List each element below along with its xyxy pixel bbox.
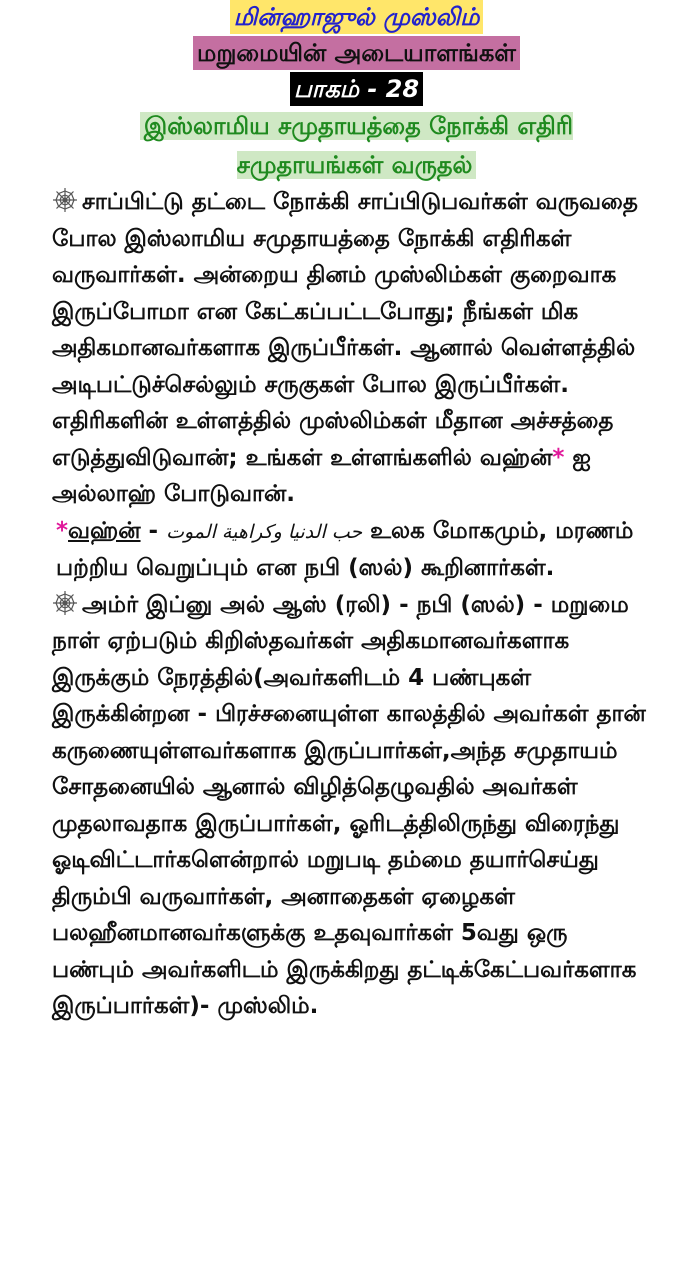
- paragraph-1-tail: ஐ அல்லாஹ் போடுவான்.: [52, 444, 591, 507]
- subtitle-row: [56, 36, 657, 72]
- spider-web-icon: [52, 590, 78, 616]
- topic-row: [56, 108, 657, 180]
- arabic-phrase: حب الدنيا وكراهية الموت: [166, 520, 363, 543]
- document-title: மின்ஹாஜுல் முஸ்லிம்: [230, 0, 484, 34]
- spider-web-icon: [52, 187, 78, 213]
- topic-heading: இஸ்லாமிய சமுதாயத்தை நோக்கி எதிரி சமுதாயங்கள் வருதல்: [140, 112, 573, 179]
- document-subtitle: மறுமையின் அடையாளங்கள்: [193, 36, 520, 70]
- title-row: [56, 0, 657, 36]
- footnote-text: உலக மோகமும், மரணம் பற்றிய வெறுப்பும் என நபி (ஸல்) கூறினார்கள்.: [56, 517, 634, 581]
- document-body: [52, 184, 657, 1025]
- paragraph-2-text: அம்ர் இப்னு அல் ஆஸ் (ரலி) - நபி (ஸல்) - மறுமை நாள் ஏற்படும் கிறிஸ்தவர்கள் அதிகமானவர்களாக இருக்கும் நேரத்தில்(அவர்களிடம் 4 பண்புகள் இருக்கின்றன - பிரச்சனையுள்ள காலத்தில் அவர்கள் தான் கருணையுள்ளவர்களாக இருப்பார்கள்,அந்த சமுதாயம் சோதனையில் ஆனால் விழித்தெழுவதில் அவர்கள் முதலாவதாக இருப்பார்கள், ஓரிடத்திலிருந்து விரைந்து ஓடிவிட்டார்களென்றால் மறுபடி தம்மை தயார்செய்து திரும்பி வருவார்கள், அனாதைகள் ஏழைகள் பலஹீனமானவர்களுக்கு உதவுவார்கள் 5வது ஒரு பண்பும் அவர்களிடம் இருக்கிறது தட்டிக்கேட்பவர்களாக இருப்பார்கள்)- முஸ்லிம்.: [52, 591, 646, 1019]
- part-label: பாகம் - 28: [290, 72, 423, 106]
- paragraph-1: [52, 184, 657, 513]
- footnote: [56, 513, 657, 587]
- paragraph-1-text: சாப்பிட்டு தட்டை நோக்கி சாப்பிடுபவர்கள் வருவதை போல இஸ்லாமிய சமுதாயத்தை நோக்கி எதிரிகள் வருவார்கள். அன்றைய தினம் முஸ்லிம்கள் குறைவாக இருப்போமா என கேட்கப்பட்டபோது; நீங்கள் மிக அதிகமானவர்களாக இருப்பீர்கள். ஆனால் வெள்ளத்தில் அடிபட்டுச்செல்லும் சருகுகள் போல இருப்பீர்கள். எதிரிகளின் உள்ளத்தில் முஸ்லிம்கள் மீதான அச்சத்தை எடுத்துவிடுவான்; உங்கள் உள்ளங்களில் வஹ்ன்: [52, 189, 638, 471]
- footnote-term: வஹ்ன்: [68, 517, 141, 544]
- footnote-star: *: [552, 444, 565, 471]
- footnote-dash: -: [140, 517, 167, 544]
- part-row: [56, 72, 657, 108]
- footnote-marker: *: [56, 517, 69, 544]
- paragraph-2: [52, 587, 657, 1025]
